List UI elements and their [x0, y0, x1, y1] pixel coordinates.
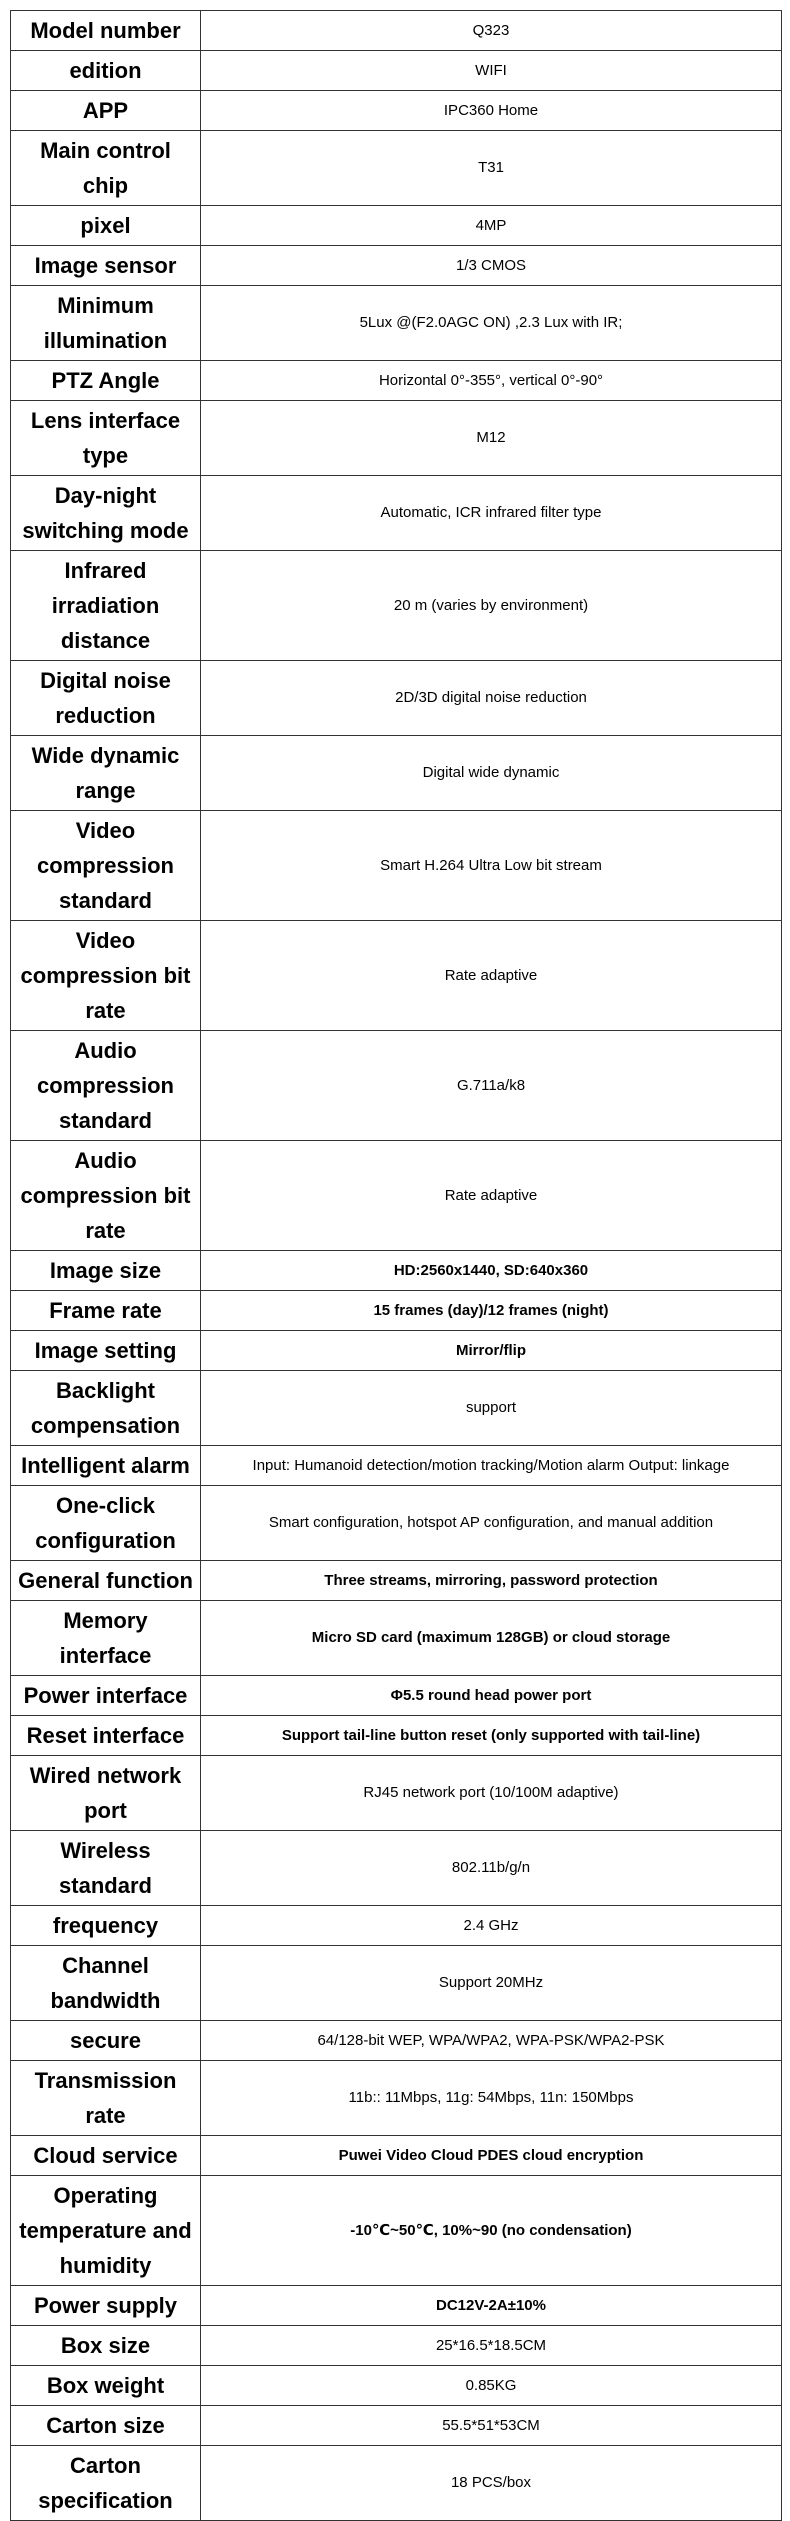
spec-label: Transmission rate	[11, 2061, 201, 2136]
spec-label: edition	[11, 51, 201, 91]
spec-value: Horizontal 0°-355°, vertical 0°-90°	[201, 361, 782, 401]
spec-value: WIFI	[201, 51, 782, 91]
spec-label: Audio compression bit rate	[11, 1141, 201, 1251]
spec-label: Wide dynamic range	[11, 736, 201, 811]
spec-label: Frame rate	[11, 1291, 201, 1331]
spec-value: 2D/3D digital noise reduction	[201, 661, 782, 736]
spec-value: 25*16.5*18.5CM	[201, 2326, 782, 2366]
spec-value: M12	[201, 401, 782, 476]
spec-label: Operating temperature and humidity	[11, 2176, 201, 2286]
spec-label: Day-night switching mode	[11, 476, 201, 551]
spec-label: Box size	[11, 2326, 201, 2366]
spec-row	[11, 1446, 782, 1486]
spec-label: Wireless standard	[11, 1831, 201, 1906]
spec-value: 64/128-bit WEP, WPA/WPA2, WPA-PSK/WPA2-PSK	[201, 2021, 782, 2061]
spec-label: APP	[11, 91, 201, 131]
spec-label: Channel bandwidth	[11, 1946, 201, 2021]
spec-label: Image sensor	[11, 246, 201, 286]
spec-value: 11b:: 11Mbps, 11g: 54Mbps, 11n: 150Mbps	[201, 2061, 782, 2136]
spec-label: Carton specification	[11, 2446, 201, 2521]
spec-row	[11, 2446, 782, 2521]
spec-label: Carton size	[11, 2406, 201, 2446]
spec-label: Memory interface	[11, 1601, 201, 1676]
spec-row	[11, 1141, 782, 1251]
spec-row	[11, 1251, 782, 1291]
spec-value: 15 frames (day)/12 frames (night)	[201, 1291, 782, 1331]
spec-row	[11, 2061, 782, 2136]
spec-row	[11, 1676, 782, 1716]
spec-value: Puwei Video Cloud PDES cloud encryption	[201, 2136, 782, 2176]
spec-value: Input: Humanoid detection/motion tracking/Motion alarm Output: linkage	[201, 1446, 782, 1486]
spec-label: Image size	[11, 1251, 201, 1291]
spec-row	[11, 1561, 782, 1601]
spec-value: Φ5.5 round head power port	[201, 1676, 782, 1716]
spec-row	[11, 401, 782, 476]
spec-label: General function	[11, 1561, 201, 1601]
spec-row	[11, 1831, 782, 1906]
spec-value: Micro SD card (maximum 128GB) or cloud storage	[201, 1601, 782, 1676]
spec-label: Model number	[11, 11, 201, 51]
spec-value: Mirror/flip	[201, 1331, 782, 1371]
spec-label: secure	[11, 2021, 201, 2061]
spec-row	[11, 1291, 782, 1331]
spec-row	[11, 661, 782, 736]
spec-value: support	[201, 1371, 782, 1446]
spec-value: DC12V-2A±10%	[201, 2286, 782, 2326]
spec-row	[11, 131, 782, 206]
spec-label: Power supply	[11, 2286, 201, 2326]
spec-label: Backlight compensation	[11, 1371, 201, 1446]
spec-row	[11, 1331, 782, 1371]
spec-value: Smart H.264 Ultra Low bit stream	[201, 811, 782, 921]
spec-label: Digital noise reduction	[11, 661, 201, 736]
spec-row	[11, 2326, 782, 2366]
spec-row	[11, 2406, 782, 2446]
spec-value: Smart configuration, hotspot AP configuration, and manual addition	[201, 1486, 782, 1561]
spec-row	[11, 1756, 782, 1831]
spec-value: Digital wide dynamic	[201, 736, 782, 811]
spec-value: 802.11b/g/n	[201, 1831, 782, 1906]
spec-value: Rate adaptive	[201, 921, 782, 1031]
spec-row	[11, 1486, 782, 1561]
spec-row	[11, 11, 782, 51]
spec-label: frequency	[11, 1906, 201, 1946]
spec-value: 4MP	[201, 206, 782, 246]
spec-value: 55.5*51*53CM	[201, 2406, 782, 2446]
spec-row	[11, 91, 782, 131]
spec-label: Wired network port	[11, 1756, 201, 1831]
spec-value: 0.85KG	[201, 2366, 782, 2406]
spec-row	[11, 1371, 782, 1446]
spec-value: Rate adaptive	[201, 1141, 782, 1251]
spec-row	[11, 551, 782, 661]
spec-label: Video compression standard	[11, 811, 201, 921]
spec-value: HD:2560x1440, SD:640x360	[201, 1251, 782, 1291]
spec-row	[11, 1601, 782, 1676]
spec-label: Minimum illumination	[11, 286, 201, 361]
spec-value: 18 PCS/box	[201, 2446, 782, 2521]
spec-value: 1/3 CMOS	[201, 246, 782, 286]
spec-row	[11, 736, 782, 811]
spec-value: Support 20MHz	[201, 1946, 782, 2021]
spec-row	[11, 1716, 782, 1756]
spec-label: Video compression bit rate	[11, 921, 201, 1031]
spec-label: Main control chip	[11, 131, 201, 206]
spec-label: Power interface	[11, 1676, 201, 1716]
spec-row	[11, 476, 782, 551]
spec-label: Lens interface type	[11, 401, 201, 476]
spec-row	[11, 246, 782, 286]
spec-value: T31	[201, 131, 782, 206]
spec-value: Three streams, mirroring, password protection	[201, 1561, 782, 1601]
spec-value: Q323	[201, 11, 782, 51]
spec-value: 5Lux @(F2.0AGC ON) ,2.3 Lux with IR;	[201, 286, 782, 361]
spec-value: Support tail-line button reset (only supported with tail-line)	[201, 1716, 782, 1756]
spec-label: Image setting	[11, 1331, 201, 1371]
spec-value: -10℃~50℃, 10%~90 (no condensation)	[201, 2176, 782, 2286]
spec-label: One-click configuration	[11, 1486, 201, 1561]
spec-label: Infrared irradiation distance	[11, 551, 201, 661]
spec-label: Intelligent alarm	[11, 1446, 201, 1486]
spec-row	[11, 811, 782, 921]
spec-row	[11, 2176, 782, 2286]
spec-table-body	[11, 11, 782, 2521]
spec-row	[11, 361, 782, 401]
spec-row	[11, 286, 782, 361]
spec-label: Reset interface	[11, 1716, 201, 1756]
spec-value: IPC360 Home	[201, 91, 782, 131]
spec-row	[11, 206, 782, 246]
spec-value: RJ45 network port (10/100M adaptive)	[201, 1756, 782, 1831]
spec-value: Automatic, ICR infrared filter type	[201, 476, 782, 551]
spec-label: pixel	[11, 206, 201, 246]
spec-row	[11, 1946, 782, 2021]
spec-label: Box weight	[11, 2366, 201, 2406]
spec-row	[11, 921, 782, 1031]
spec-value: 2.4 GHz	[201, 1906, 782, 1946]
spec-value: 20 m (varies by environment)	[201, 551, 782, 661]
spec-row	[11, 51, 782, 91]
spec-row	[11, 2021, 782, 2061]
spec-label: Audio compression standard	[11, 1031, 201, 1141]
spec-row	[11, 2136, 782, 2176]
spec-label: PTZ Angle	[11, 361, 201, 401]
spec-row	[11, 2366, 782, 2406]
spec-row	[11, 1031, 782, 1141]
spec-value: G.711a/k8	[201, 1031, 782, 1141]
spec-row	[11, 1906, 782, 1946]
spec-table	[10, 10, 782, 2521]
spec-label: Cloud service	[11, 2136, 201, 2176]
